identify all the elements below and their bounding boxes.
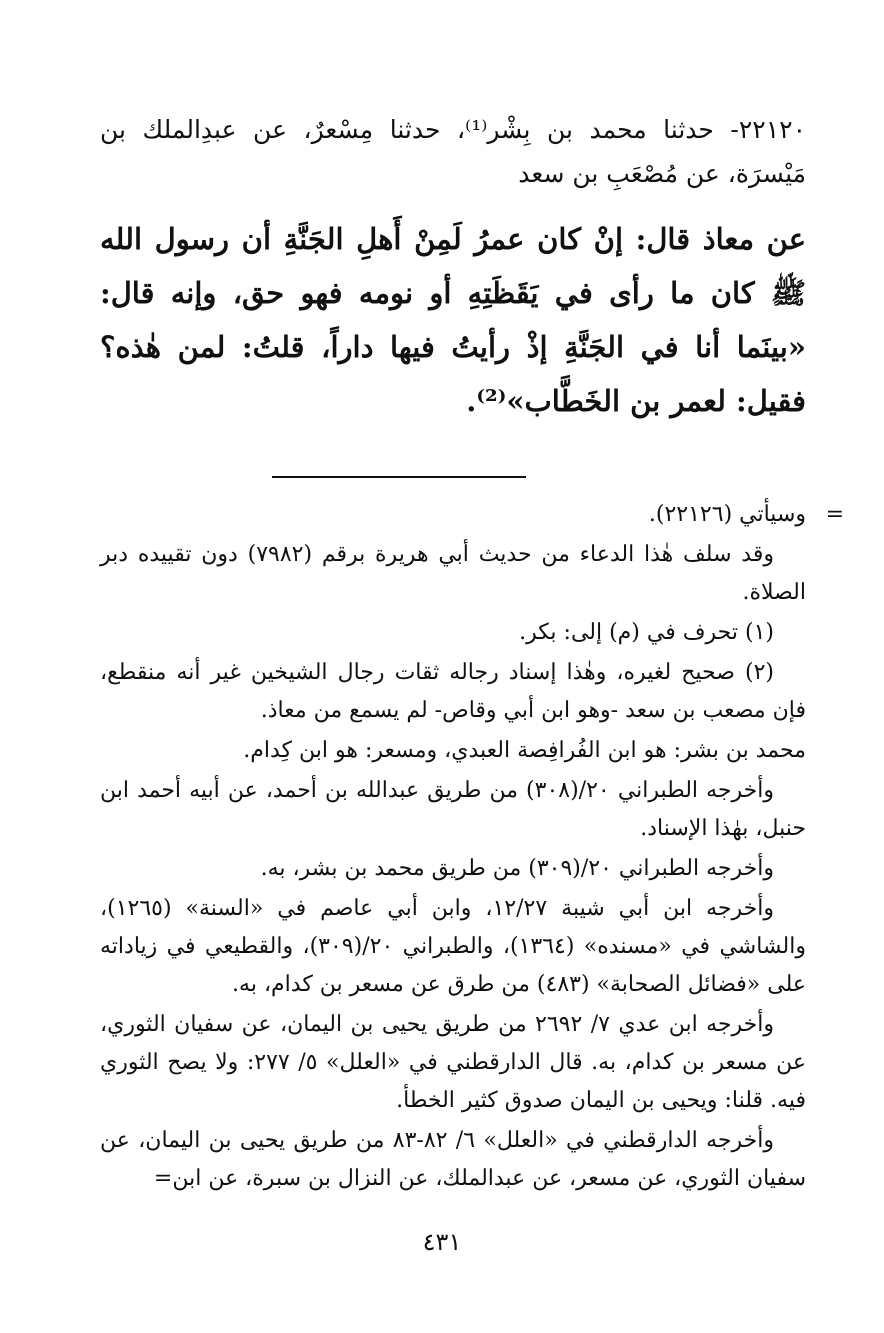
hadith-matn: عن معاذ قال: إنْ كان عمرُ لَمِنْ أَهلِ الجَنَّةِ أن رسول الله ﷺ كان ما رأى في يَقَظَتِهِ أو نومه فهو حق، وإنه قال: «بينَما أنا في الجَنَّةِ إذْ رأيتُ فيها داراً، قلتُ: لمن هٰذه؟ فقيل: لعمر بن الخَطَّاب»⁽²⁾.: [100, 222, 806, 418]
footnote-text: وسيأتي (٢٢١٢٦).: [648, 502, 806, 527]
footnote-line: وأخرجه ابن أبي شيبة ١٢/٢٧، وابن أبي عاصم في «السنة» (١٢٦٥)، والشاشي في «مسنده» (١٣٦٤)، والطبراني ٢٠/(٣٠٩)، والقطيعي في زياداته على «فضائل الصحابة» (٤٨٣) من طرق عن مسعر بن كدام، به.: [100, 896, 806, 997]
footnote-separator: [272, 476, 526, 478]
footnote-1: (١) تحرف في (م) إلى: بكر.: [519, 620, 774, 645]
hadith-isnad: ٢٢١٢٠- حدثنا محمد بن بِشْر⁽¹⁾، حدثنا مِسْعرٌ، عن عبدِالملك بن مَيْسرَة، عن مُصْعَبِ بن سعد: [100, 115, 807, 188]
page-number: ٤٣١: [422, 1228, 462, 1256]
footnote-line: وأخرجه الطبراني ٢٠/(٣٠٨) من طريق عبدالله بن أحمد، عن أبيه أحمد ابن حنبل، بهٰذا الإسناد.: [100, 778, 806, 841]
continuation-marker: =: [825, 502, 844, 527]
footnote-line: وأخرجه الدارقطني في «العلل» ٦/ ٨٢-٨٣ من طريق يحيى بن اليمان، عن سفيان الثوري، عن مسعر، عن عبدالملك، عن النزال بن سبرة، عن ابن=: [100, 1128, 806, 1191]
footnote-separator-wrap: [100, 476, 806, 478]
footnote-line: وأخرجه ابن عدي ٧/ ٢٦٩٢ من طريق يحيى بن اليمان، عن سفيان الثوري، عن مسعر بن كدام، به. قال الدارقطني في «العلل» ٥/ ٢٧٧: ولا يصح الثوري فيه. قلنا: ويحيى بن اليمان صدوق كثير الخطأ.: [100, 1012, 806, 1113]
footnote-line: محمد بن بشر: هو ابن الفُرافِصة العبدي، ومسعر: هو ابن كِدام.: [243, 738, 806, 763]
footnote-line: [100, 496, 844, 534]
footnotes: [100, 496, 844, 1198]
footnote-2: (٢) صحيح لغيره، وهٰذا إسناد رجاله ثقات رجال الشيخين غير أنه منقطع، فإن مصعب بن سعد -وهو ابن أبي وقاص- لم يسمع من معاذ.: [100, 660, 806, 723]
footnote-line: وأخرجه الطبراني ٢٠/(٣٠٩) من طريق محمد بن بشر، به.: [260, 856, 774, 881]
footnote-line: وقد سلف هٰذا الدعاء من حديث أبي هريرة برقم (٧٩٨٢) دون تقييده دبر الصلاة.: [100, 542, 806, 605]
